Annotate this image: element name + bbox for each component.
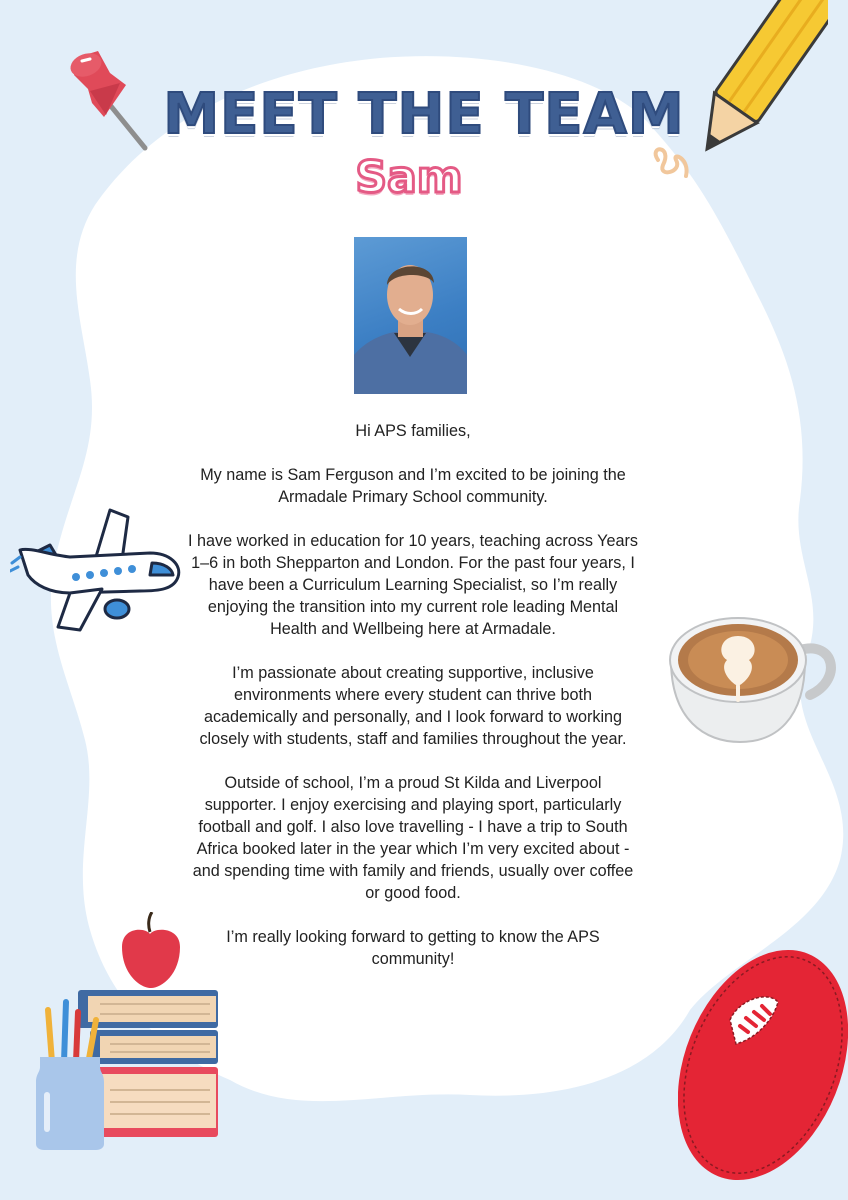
letter-greeting: Hi APS families, bbox=[355, 422, 471, 440]
letter-paragraph: My name is Sam Ferguson and I’m excited to be joining the Armadale Primary School community. bbox=[200, 466, 626, 506]
letter-paragraph: I have worked in education for 10 years, teaching across Years 1–6 in both Shepparton and London. For the past four years, I have been a Curriculum Learning Specialist, so I’m really enjoying the transition into my current role leading Mental Health and Wellbeing here at Armadale. bbox=[188, 532, 638, 638]
book-stack-icon bbox=[30, 912, 230, 1152]
letter-paragraph: I’m really looking forward to getting to know the APS community! bbox=[226, 928, 600, 968]
letter-paragraph: I’m passionate about creating supportive, inclusive environments where every student can thrive both academically and personally, and I look forward to working closely with students, staff and families throughout the year. bbox=[199, 664, 627, 748]
airplane-icon bbox=[10, 505, 185, 635]
football-icon bbox=[678, 940, 848, 1195]
team-member-name: Sam bbox=[355, 152, 463, 203]
coffee-cup-icon bbox=[665, 610, 840, 750]
letter-paragraph: Outside of school, I’m a proud St Kilda and Liverpool supporter. I enjoy exercising and playing sport, particularly football and golf. I also love travelling - I have a trip to South Africa booked later in the year which I’m very excited about - and spending time with family and friends, usually over coffee or good food. bbox=[192, 774, 634, 902]
page-title: MEET THE TEAM bbox=[163, 82, 685, 147]
letter-body bbox=[188, 420, 638, 992]
portrait-photo bbox=[354, 237, 467, 394]
